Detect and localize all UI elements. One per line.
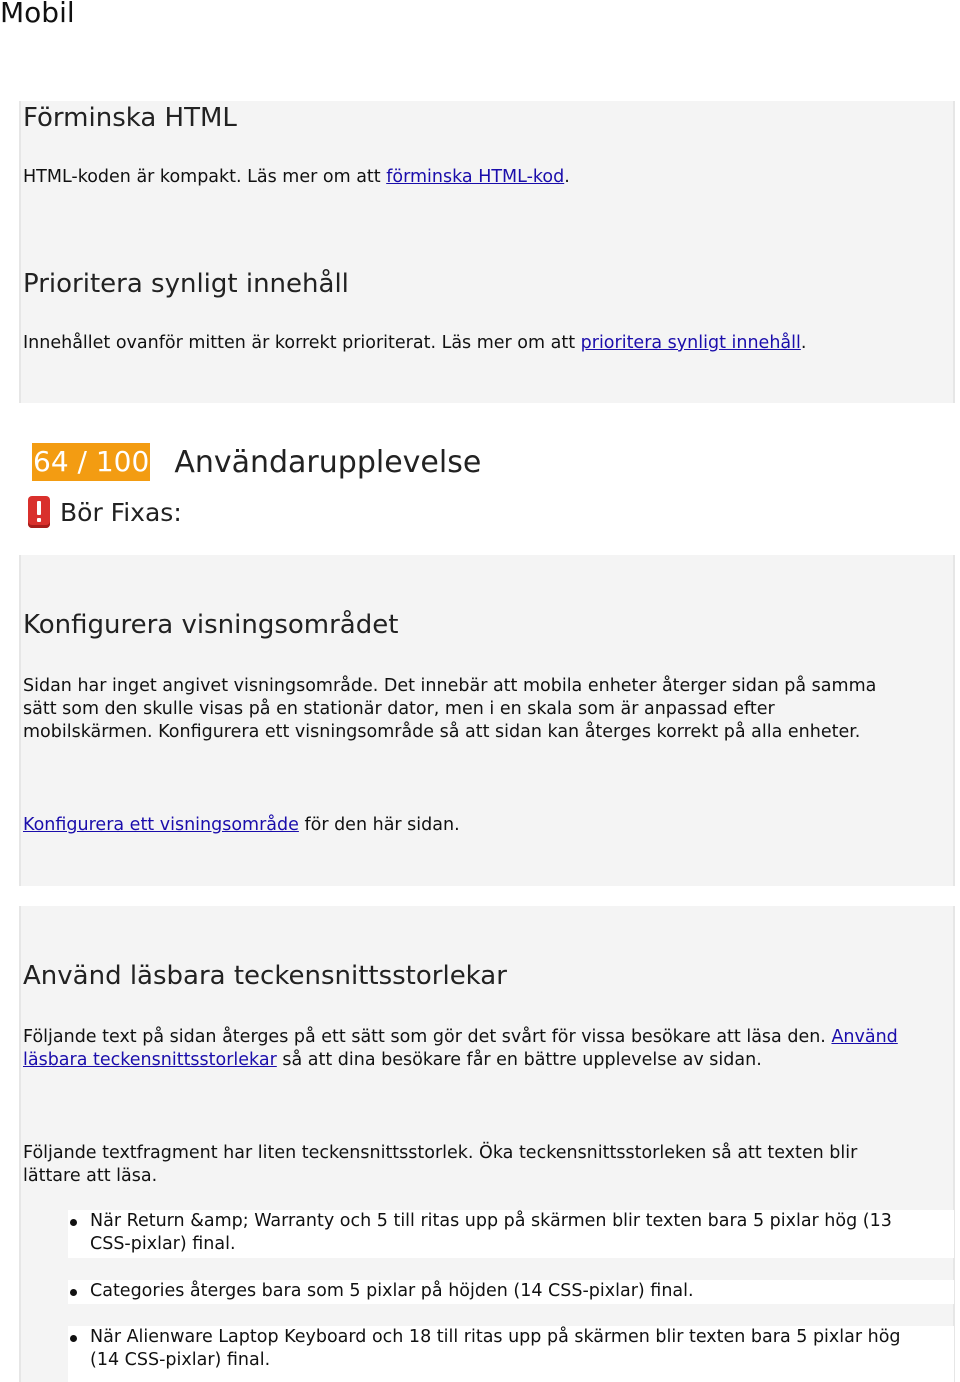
viewport-text-line3: mobilskärmen. Konfigurera ett visningsområde så att sidan kan återges korrekt på alla enheter. — [23, 722, 861, 742]
score-label: Användarupplevelse — [174, 444, 482, 480]
list-item-line1: När Return &amp; Warranty och 5 till ritas upp på skärmen blir texten bara 5 pixlar hög (13 — [90, 1211, 892, 1231]
font-size-intro — [23, 1142, 857, 1188]
bullet — [70, 1219, 77, 1226]
score-badge: 64 / 100 — [32, 443, 150, 481]
list-item — [68, 1210, 954, 1258]
viewport-text-line2: sätt som den skulle visas på en stationär dator, men i en skala som är anpassad efter — [23, 699, 775, 719]
minify-html-heading: Förminska HTML — [23, 103, 237, 133]
prioritize-content-text — [23, 332, 806, 355]
minify-html-text-before: HTML-koden är kompakt. Läs mer om att — [23, 167, 387, 187]
prioritize-content-link[interactable]: prioritera synligt innehåll — [580, 333, 801, 353]
viewport-action — [23, 814, 460, 837]
list-item — [68, 1326, 954, 1382]
font-size-intro-line2: lättare att läsa. — [23, 1166, 158, 1186]
list-item-line1: Categories återges bara som 5 pixlar på höjden (14 CSS-pixlar) final. — [90, 1281, 694, 1301]
font-size-panel — [19, 906, 955, 1382]
list-item-line1: När Alienware Laptop Keyboard och 18 till ritas upp på skärmen blir texten bara 5 pixlar hög — [90, 1327, 901, 1347]
minify-html-link[interactable]: förminska HTML-kod — [386, 167, 565, 187]
prioritize-content-text-after: . — [800, 333, 807, 353]
prioritize-content-text-before: Innehållet ovanför mitten är korrekt prioriterat. Läs mer om att — [23, 333, 581, 353]
minify-html-text — [23, 166, 570, 189]
list-item-line2: (14 CSS-pixlar) final. — [90, 1350, 271, 1370]
bullet — [70, 1335, 77, 1342]
list-item-line2: CSS-pixlar) final. — [90, 1234, 236, 1254]
viewport-panel — [19, 555, 955, 886]
page-title: Mobil — [0, 0, 75, 29]
minify-html-text-after: . — [564, 167, 570, 187]
font-size-text-line2: så att dina besökare får en bättre upplevelse av sidan. — [276, 1050, 762, 1070]
list-item — [68, 1280, 954, 1304]
font-size-link-part2[interactable]: läsbara teckensnittsstorlekar — [23, 1050, 277, 1070]
should-fix-row — [28, 496, 182, 528]
bullet — [70, 1289, 77, 1296]
font-size-heading: Använd läsbara teckensnittsstorlekar — [23, 961, 507, 991]
score-row — [32, 443, 481, 481]
viewport-text — [23, 675, 876, 744]
should-fix-label: Bör Fixas: — [60, 497, 182, 527]
warning-icon — [28, 496, 50, 528]
viewport-heading: Konfigurera visningsområdet — [23, 610, 399, 640]
prioritize-content-heading: Prioritera synligt innehåll — [23, 269, 349, 299]
font-size-intro-line1: Följande textfragment har liten teckensnittsstorlek. Öka teckensnittsstorleken så att texten blir — [23, 1143, 858, 1163]
font-size-link-part1[interactable]: Använd — [831, 1027, 898, 1047]
viewport-text-line1: Sidan har inget angivet visningsområde. Det innebär att mobila enheter återger sidan på samma — [23, 676, 877, 696]
viewport-action-after: för den här sidan. — [298, 815, 460, 835]
font-size-text-line1: Följande text på sidan återges på ett sätt som gör det svårt för vissa besökare att läsa den. — [23, 1027, 832, 1047]
passed-rules-panel — [19, 101, 955, 403]
viewport-link[interactable]: Konfigurera ett visningsområde — [23, 815, 299, 835]
font-size-text — [23, 1026, 953, 1072]
